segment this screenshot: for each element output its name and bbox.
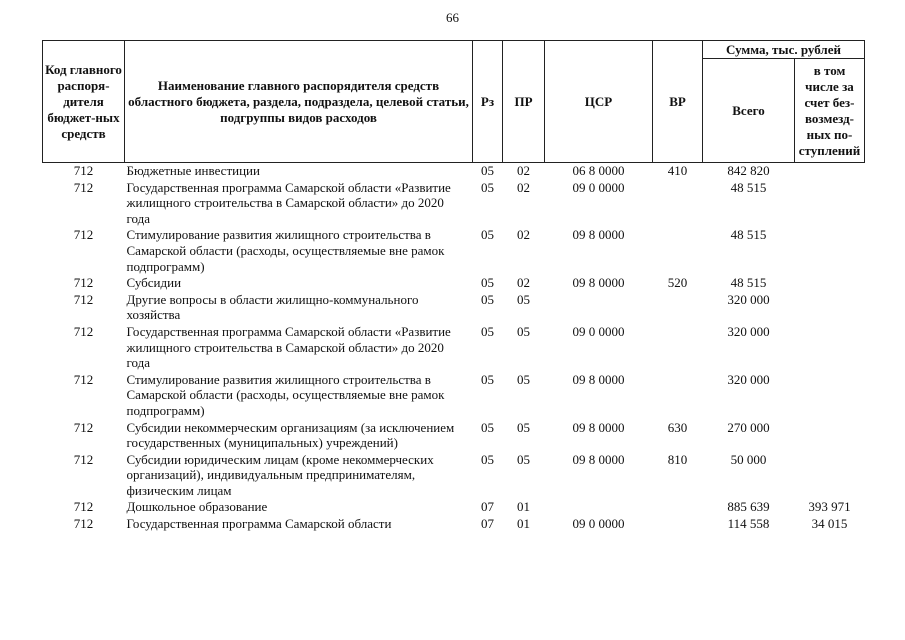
- table-body: [43, 163, 865, 533]
- cell-code: 712: [73, 516, 94, 532]
- cell-name: Дошкольное образование: [126, 499, 268, 515]
- cell-name: Государственная программа Самарской области «Развитие жилищного строительства в Самарской области» до 2020 года: [126, 323, 451, 371]
- cell-csr: 09 0 0000: [572, 179, 625, 195]
- cell-pr: 05: [517, 371, 530, 387]
- table-row: [43, 180, 865, 228]
- cell-grant: [795, 420, 865, 452]
- header-name: Наименование главного распорядителя средств областного бюджета, раздела, подраздела, целевой статьи, подгруппы видов расходов: [125, 41, 473, 163]
- header-pr: ПР: [503, 41, 545, 163]
- table-row: [43, 324, 865, 372]
- cell-vr: [653, 227, 703, 275]
- cell-total: 885 639: [727, 499, 770, 515]
- table-row: [43, 227, 865, 275]
- table-header: [43, 41, 865, 163]
- cell-csr: [545, 292, 653, 324]
- cell-csr: 09 8 0000: [572, 451, 625, 467]
- cell-rz: 05: [481, 323, 494, 339]
- cell-code: 712: [73, 323, 94, 339]
- cell-rz: 05: [481, 227, 494, 243]
- cell-csr: 06 8 0000: [572, 163, 625, 178]
- page-number: 66: [446, 10, 459, 25]
- cell-grant: [795, 324, 865, 372]
- budget-table: [42, 40, 865, 533]
- cell-total: 48 515: [730, 227, 767, 243]
- cell-total: 114 558: [727, 516, 770, 532]
- cell-code: 712: [73, 371, 94, 387]
- cell-name: Другие вопросы в области жилищно-коммунального хозяйства: [126, 291, 419, 323]
- cell-total: 270 000: [727, 419, 770, 435]
- cell-csr: 09 0 0000: [572, 516, 625, 532]
- cell-vr: [653, 292, 703, 324]
- cell-pr: 05: [517, 323, 530, 339]
- cell-name: Субсидии юридическим лицам (кроме некоммерческих организаций), индивидуальным предпринимателям, физическим лицам: [126, 451, 434, 498]
- cell-grant: [795, 452, 865, 500]
- cell-pr: 02: [517, 275, 530, 291]
- header-csr: ЦСР: [545, 41, 653, 163]
- cell-total: 842 820: [727, 163, 770, 178]
- cell-code: 712: [73, 179, 94, 195]
- cell-name: Государственная программа Самарской области: [126, 516, 392, 532]
- cell-vr: 630: [667, 419, 688, 435]
- header-rz: Рз: [473, 41, 503, 163]
- cell-grant: [795, 275, 865, 292]
- cell-csr: 09 0 0000: [572, 323, 625, 339]
- cell-csr: 09 8 0000: [572, 419, 625, 435]
- cell-grant: [795, 163, 865, 180]
- cell-csr: 09 8 0000: [572, 227, 625, 243]
- cell-name: Государственная программа Самарской области «Развитие жилищного строительства в Самарской области» до 2020 года: [126, 179, 451, 226]
- cell-total: 48 515: [730, 179, 767, 195]
- header-code: Код главного распоря-дителя бюджет-ных средств: [43, 41, 125, 163]
- cell-code: 712: [73, 499, 94, 515]
- cell-pr: 05: [517, 291, 530, 307]
- cell-vr: 810: [667, 451, 688, 467]
- table-row: [43, 372, 865, 420]
- cell-vr: [653, 499, 703, 516]
- cell-code: 712: [73, 419, 94, 435]
- cell-vr: 520: [667, 275, 688, 291]
- table-row: [43, 516, 865, 533]
- cell-pr: 01: [517, 516, 530, 532]
- cell-code: 712: [73, 163, 94, 178]
- cell-pr: 02: [517, 163, 530, 178]
- cell-rz: 05: [481, 179, 494, 195]
- table-row: [43, 420, 865, 452]
- cell-pr: 02: [517, 227, 530, 243]
- cell-grant: 393 971: [808, 499, 851, 515]
- cell-grant: [795, 292, 865, 324]
- cell-name: Стимулирование развития жилищного строительства в Самарской области (расходы, осуществляемые вне рамок подпрограмм): [126, 227, 445, 274]
- cell-code: 712: [73, 291, 94, 307]
- cell-rz: 07: [481, 499, 494, 515]
- header-grant: в том числе за счет без-возмезд-ных по-ступлений: [795, 59, 865, 163]
- table-row: [43, 292, 865, 324]
- cell-total: 320 000: [727, 291, 770, 307]
- cell-grant: [795, 372, 865, 420]
- cell-csr: [545, 499, 653, 516]
- cell-code: 712: [73, 451, 94, 467]
- cell-rz: 05: [481, 451, 494, 467]
- cell-total: 320 000: [727, 371, 770, 387]
- cell-rz: 05: [481, 291, 494, 307]
- cell-pr: 01: [517, 499, 530, 515]
- cell-vr: [653, 372, 703, 420]
- cell-pr: 05: [517, 419, 530, 435]
- header-vr: ВР: [653, 41, 703, 163]
- cell-pr: 02: [517, 179, 530, 195]
- cell-code: 712: [73, 275, 94, 291]
- cell-rz: 07: [481, 516, 494, 532]
- cell-name: Стимулирование развития жилищного строительства в Самарской области (расходы, осуществляемые вне рамок подпрограмм): [126, 371, 445, 418]
- cell-total: 50 000: [730, 451, 767, 467]
- cell-name: Субсидии: [126, 275, 182, 291]
- cell-name: Бюджетные инвестиции: [126, 163, 260, 178]
- cell-name: Субсидии некоммерческим организациям (за исключением государственных (муниципальных) учреждений): [126, 419, 455, 451]
- cell-rz: 05: [481, 419, 494, 435]
- header-total: Всего: [703, 59, 795, 163]
- cell-vr: 410: [667, 163, 688, 178]
- cell-total: 320 000: [727, 323, 770, 339]
- cell-code: 712: [73, 227, 94, 243]
- cell-rz: 05: [481, 371, 494, 387]
- cell-total: 48 515: [730, 275, 767, 291]
- cell-csr: 09 8 0000: [572, 275, 625, 291]
- cell-grant: [795, 180, 865, 228]
- table-row: [43, 163, 865, 180]
- cell-vr: [653, 516, 703, 533]
- table-row: [43, 452, 865, 500]
- cell-rz: 05: [481, 275, 494, 291]
- cell-grant: [795, 227, 865, 275]
- cell-grant: 34 015: [811, 516, 848, 532]
- cell-rz: 05: [481, 163, 494, 178]
- cell-pr: 05: [517, 451, 530, 467]
- table-row: [43, 499, 865, 516]
- header-sum: Сумма, тыс. рублей: [703, 41, 865, 59]
- cell-csr: 09 8 0000: [572, 371, 625, 387]
- cell-vr: [653, 324, 703, 372]
- table-row: [43, 275, 865, 292]
- cell-vr: [653, 180, 703, 228]
